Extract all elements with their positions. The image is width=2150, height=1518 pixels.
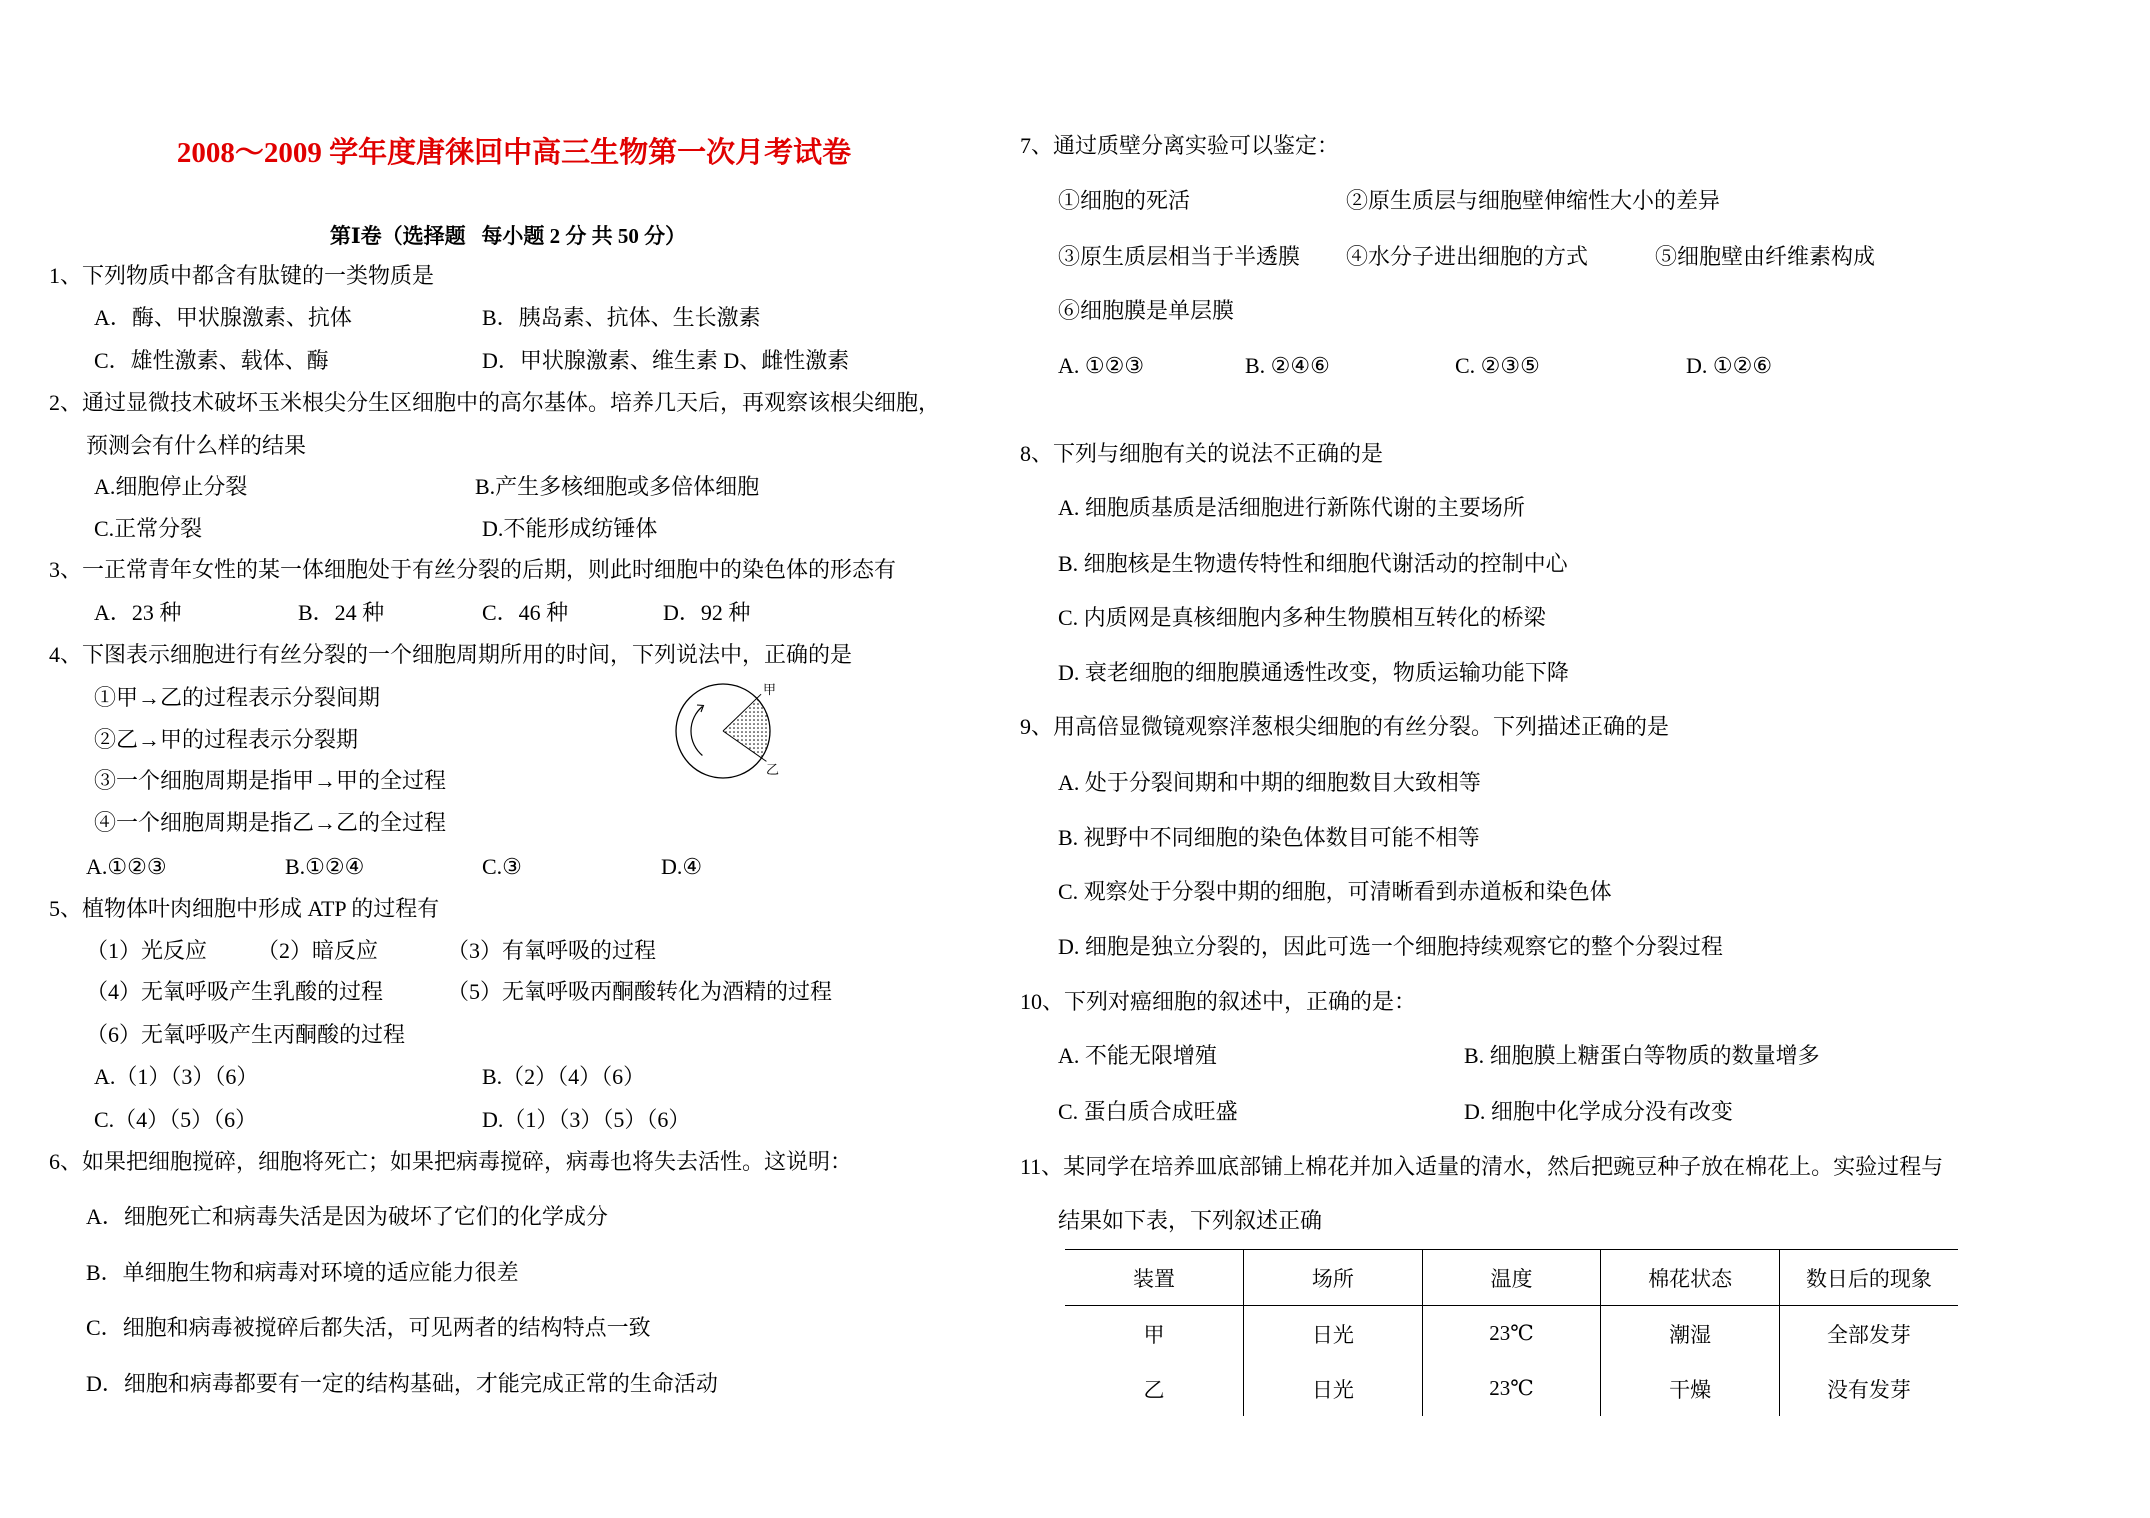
table-cell: 甲 bbox=[1143, 1322, 1165, 1347]
q5-option-a: A.（1）（3）（6） bbox=[94, 1064, 259, 1089]
table-header-cell: 数日后的现象 bbox=[1779, 1250, 1958, 1306]
table-cell: 全部发芽 bbox=[1779, 1306, 1958, 1362]
q9-option-c: C. 观察处于分裂中期的细胞，可清晰看到赤道板和染色体 bbox=[1058, 879, 1612, 904]
q9-option-b: B. 视野中不同细胞的染色体数目可能不相等 bbox=[1058, 825, 1480, 850]
q8-option-a: A. 细胞质基质是活细胞进行新陈代谢的主要场所 bbox=[1058, 495, 1525, 520]
q1-option-a: A．酶、甲状腺激素、抗体 bbox=[94, 305, 352, 330]
q5-statement-5: （5）无氧呼吸丙酮酸转化为酒精的过程 bbox=[447, 979, 833, 1004]
q2-option-d: D.不能形成纺锤体 bbox=[482, 516, 658, 541]
q3-option-b: B．24 种 bbox=[298, 600, 385, 625]
table-header-cell: 温度 bbox=[1422, 1250, 1601, 1306]
table-header-cell: 棉花状态 bbox=[1601, 1250, 1780, 1306]
q4-option-c: C.③ bbox=[482, 854, 522, 879]
q6-stem: 6、如果把细胞搅碎，细胞将死亡；如果把病毒搅碎，病毒也将失去活性。这说明： bbox=[49, 1149, 853, 1174]
q7-option-c: C. ②③⑤ bbox=[1455, 353, 1540, 378]
q1-stem: 1、下列物质中都含有肽键的一类物质是 bbox=[49, 263, 435, 288]
table-cell: 23℃ bbox=[1422, 1361, 1601, 1416]
q7-option-a: A. ①②③ bbox=[1058, 353, 1145, 378]
experiment-table bbox=[1065, 1249, 1958, 1416]
q11-stem-line2: 结果如下表，下列叙述正确 bbox=[1058, 1208, 1323, 1233]
q1-option-d: D．甲状腺激素、维生素 D、雌性激素 bbox=[482, 348, 850, 373]
q4-statement-3: ③一个细胞周期是指甲→甲的全过程 bbox=[94, 768, 447, 793]
q9-option-d: D. 细胞是独立分裂的，因此可选一个细胞持续观察它的整个分裂过程 bbox=[1058, 934, 1723, 959]
q5-statement-4: （4）无氧呼吸产生乳酸的过程 bbox=[86, 979, 384, 1004]
q8-option-c: C. 内质网是真核细胞内多种生物膜相互转化的桥梁 bbox=[1058, 605, 1546, 630]
q5-statement-2: （2）暗反应 bbox=[257, 938, 379, 963]
q1-option-c: C．雄性激素、载体、酶 bbox=[94, 348, 329, 373]
table-cell: 日光 bbox=[1244, 1306, 1423, 1362]
q10-option-c: C. 蛋白质合成旺盛 bbox=[1058, 1099, 1238, 1124]
q3-option-c: C．46 种 bbox=[482, 600, 569, 625]
q4-option-b: B.①②④ bbox=[285, 854, 365, 879]
q2-option-c: C.正常分裂 bbox=[94, 516, 203, 541]
q10-stem: 10、下列对癌细胞的叙述中，正确的是： bbox=[1020, 989, 1417, 1014]
q9-option-a: A. 处于分裂间期和中期的细胞数目大致相等 bbox=[1058, 770, 1481, 795]
q6-option-c: C．细胞和病毒被搅碎后都失活，可见两者的结构特点一致 bbox=[86, 1315, 651, 1340]
q2-option-b: B.产生多核细胞或多倍体细胞 bbox=[475, 474, 760, 499]
q7-stem: 7、通过质壁分离实验可以鉴定： bbox=[1020, 133, 1340, 158]
q4-statement-4: ④一个细胞周期是指乙→乙的全过程 bbox=[94, 810, 447, 835]
q7-option-d: D. ①②⑥ bbox=[1686, 353, 1773, 378]
table-header-cell: 场所 bbox=[1244, 1250, 1423, 1306]
q7-statement-4: ④水分子进出细胞的方式 bbox=[1346, 244, 1589, 269]
q3-option-a: A．23 种 bbox=[94, 600, 182, 625]
q2-stem-line1: 2、通过显微技术破坏玉米根尖分生区细胞中的高尔基体。培养几天后，再观察该根尖细胞， bbox=[49, 390, 941, 415]
q6-option-a: A．细胞死亡和病毒失活是因为破坏了它们的化学成分 bbox=[86, 1204, 608, 1229]
table-cell: 干燥 bbox=[1601, 1361, 1780, 1416]
exam-title: 2008～2009 学年度唐徕回中高三生物第一次月考试卷 bbox=[176, 137, 852, 169]
table-header-row bbox=[1065, 1250, 1958, 1306]
q7-statement-5: ⑤细胞壁由纤维素构成 bbox=[1655, 244, 1876, 269]
cell-cycle-diagram bbox=[660, 670, 790, 790]
q4-option-d: D.④ bbox=[661, 854, 703, 879]
q5-option-d: D.（1）（3）（5）（6） bbox=[482, 1107, 691, 1132]
q2-stem-line2: 预测会有什么样的结果 bbox=[86, 433, 307, 458]
q11-stem-line1: 11、某同学在培养皿底部铺上棉花并加入适量的清水，然后把豌豆种子放在棉花上。实验过程与 bbox=[1020, 1154, 1944, 1179]
section-title: 第Ⅰ卷（选择题 每小题 2 分 共 50 分） bbox=[329, 224, 687, 248]
q7-statement-2: ②原生质层与细胞壁伸缩性大小的差异 bbox=[1346, 188, 1721, 213]
q7-statement-1: ①细胞的死活 bbox=[1058, 188, 1191, 213]
direction-arc bbox=[691, 707, 702, 756]
table-cell: 没有发芽 bbox=[1779, 1361, 1958, 1416]
figure-label-top: 甲 bbox=[763, 683, 777, 698]
q10-option-b: B. 细胞膜上糖蛋白等物质的数量增多 bbox=[1464, 1043, 1820, 1068]
q6-option-d: D．细胞和病毒都要有一定的结构基础，才能完成正常的生命活动 bbox=[86, 1371, 718, 1396]
q8-stem: 8、下列与细胞有关的说法不正确的是 bbox=[1020, 441, 1384, 466]
q7-statement-3: ③原生质层相当于半透膜 bbox=[1058, 244, 1301, 269]
table-cell: 日光 bbox=[1244, 1361, 1423, 1416]
q1-option-b: B．胰岛素、抗体、生长激素 bbox=[482, 305, 761, 330]
q6-option-b: B．单细胞生物和病毒对环境的适应能力很差 bbox=[86, 1260, 519, 1285]
q5-statement-1: （1）光反应 bbox=[86, 938, 208, 963]
q4-statement-1: ①甲→乙的过程表示分裂间期 bbox=[94, 685, 381, 710]
q10-option-a: A. 不能无限增殖 bbox=[1058, 1043, 1217, 1068]
table-cell: 乙 bbox=[1143, 1377, 1165, 1402]
q3-stem: 3、一正常青年女性的某一体细胞处于有丝分裂的后期，则此时细胞中的染色体的形态有 bbox=[49, 557, 897, 582]
q4-option-a: A.①②③ bbox=[86, 854, 167, 879]
q2-option-a: A.细胞停止分裂 bbox=[94, 474, 248, 499]
q9-stem: 9、用高倍显微镜观察洋葱根尖细胞的有丝分裂。下列描述正确的是 bbox=[1020, 714, 1670, 739]
q5-option-b: B.（2）（4）（6） bbox=[482, 1064, 646, 1089]
table-row bbox=[1065, 1306, 1958, 1362]
q5-option-c: C.（4）（5）（6） bbox=[94, 1107, 258, 1132]
q4-statement-2: ②乙→甲的过程表示分裂期 bbox=[94, 727, 359, 752]
table-cell: 潮湿 bbox=[1601, 1306, 1780, 1362]
q5-statement-3: （3）有氧呼吸的过程 bbox=[447, 938, 657, 963]
q8-option-b: B. 细胞核是生物遗传特性和细胞代谢活动的控制中心 bbox=[1058, 551, 1568, 576]
q10-option-d: D. 细胞中化学成分没有改变 bbox=[1464, 1099, 1733, 1124]
q7-statement-6: ⑥细胞膜是单层膜 bbox=[1058, 298, 1235, 323]
q5-statement-6: （6）无氧呼吸产生丙酮酸的过程 bbox=[86, 1022, 406, 1047]
table-row bbox=[1065, 1361, 1958, 1416]
q7-option-b: B. ②④⑥ bbox=[1245, 353, 1330, 378]
q4-stem: 4、下图表示细胞进行有丝分裂的一个细胞周期所用的时间，下列说法中，正确的是 bbox=[49, 642, 853, 667]
table-cell: 23℃ bbox=[1422, 1306, 1601, 1362]
table-header-cell: 装置 bbox=[1065, 1250, 1244, 1306]
figure-label-bottom: 乙 bbox=[766, 763, 780, 778]
q5-stem: 5、植物体叶肉细胞中形成 ATP 的过程有 bbox=[49, 896, 440, 921]
q8-option-d: D. 衰老细胞的细胞膜通透性改变，物质运输功能下降 bbox=[1058, 660, 1569, 685]
q3-option-d: D．92 种 bbox=[663, 600, 751, 625]
